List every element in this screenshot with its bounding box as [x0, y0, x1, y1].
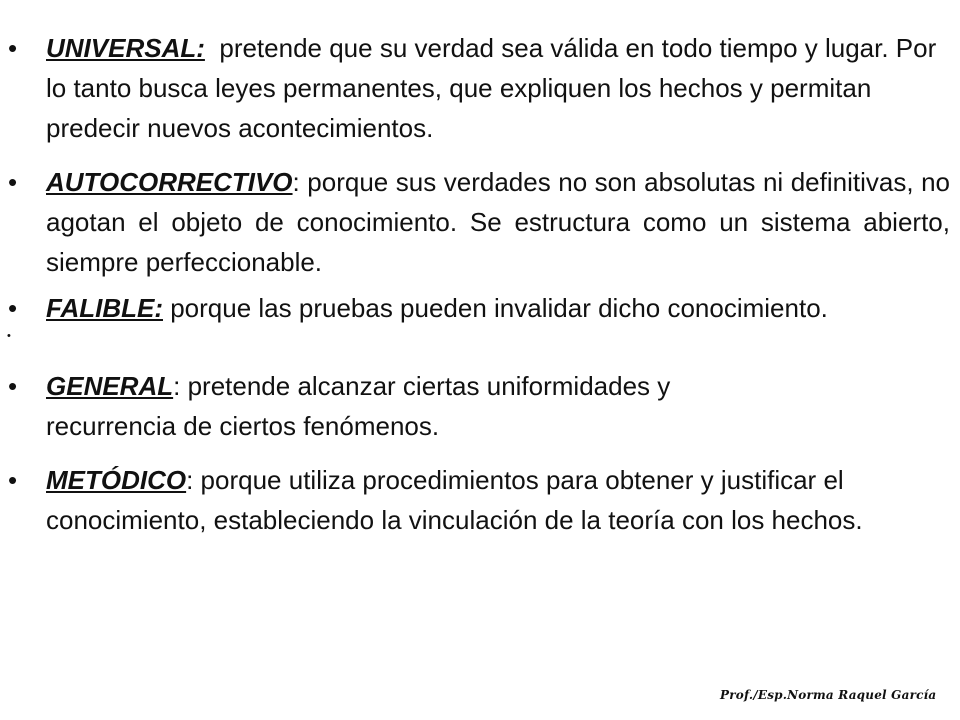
empty-list-item	[7, 328, 950, 360]
description-metodico: : porque utiliza procedimientos para obtener y justificar el conocimiento, estableciendo la vinculación de la teoría con los hechos.	[46, 465, 863, 535]
small-bullet-icon: •	[7, 330, 11, 342]
term-universal: UNIVERSAL:	[46, 33, 205, 63]
description-general: : pretende alcanzar ciertas uniformidades y recurrencia de ciertos fenómenos.	[46, 371, 671, 441]
author-credit: Prof./Esp.Norma Raquel García	[720, 688, 937, 702]
description-universal: pretende que su verdad sea válida en todo tiempo y lugar. Por lo tanto busca leyes permanentes, que expliquen los hechos y permitan predecir nuevos acontecimientos.	[46, 33, 944, 143]
list-item-general	[8, 366, 806, 446]
description-autocorrectivo: : porque sus verdades no son absolutas ni definitivas, no agotan el objeto de conocimiento. Se estructura como un sistema abierto, siempre perfeccionable.	[46, 167, 950, 277]
bullet-icon: •	[8, 293, 18, 323]
term-autocorrectivo: AUTOCORRECTIVO	[46, 167, 293, 197]
list-item-metodico	[8, 460, 906, 540]
term-metodico: METÓDICO	[46, 465, 187, 495]
bullet-icon: •	[8, 465, 18, 495]
list-item-autocorrectivo	[8, 162, 950, 282]
characteristics-list	[7, 28, 950, 540]
bullet-icon: •	[8, 33, 18, 63]
bullet-icon: •	[8, 167, 18, 197]
term-general: GENERAL	[46, 371, 174, 401]
bullet-icon: •	[8, 371, 18, 401]
list-item-falible	[8, 288, 950, 328]
list-item-universal	[8, 28, 950, 148]
description-falible: porque las pruebas pueden invalidar dicho conocimiento.	[163, 293, 828, 323]
term-falible: FALIBLE:	[46, 293, 163, 323]
